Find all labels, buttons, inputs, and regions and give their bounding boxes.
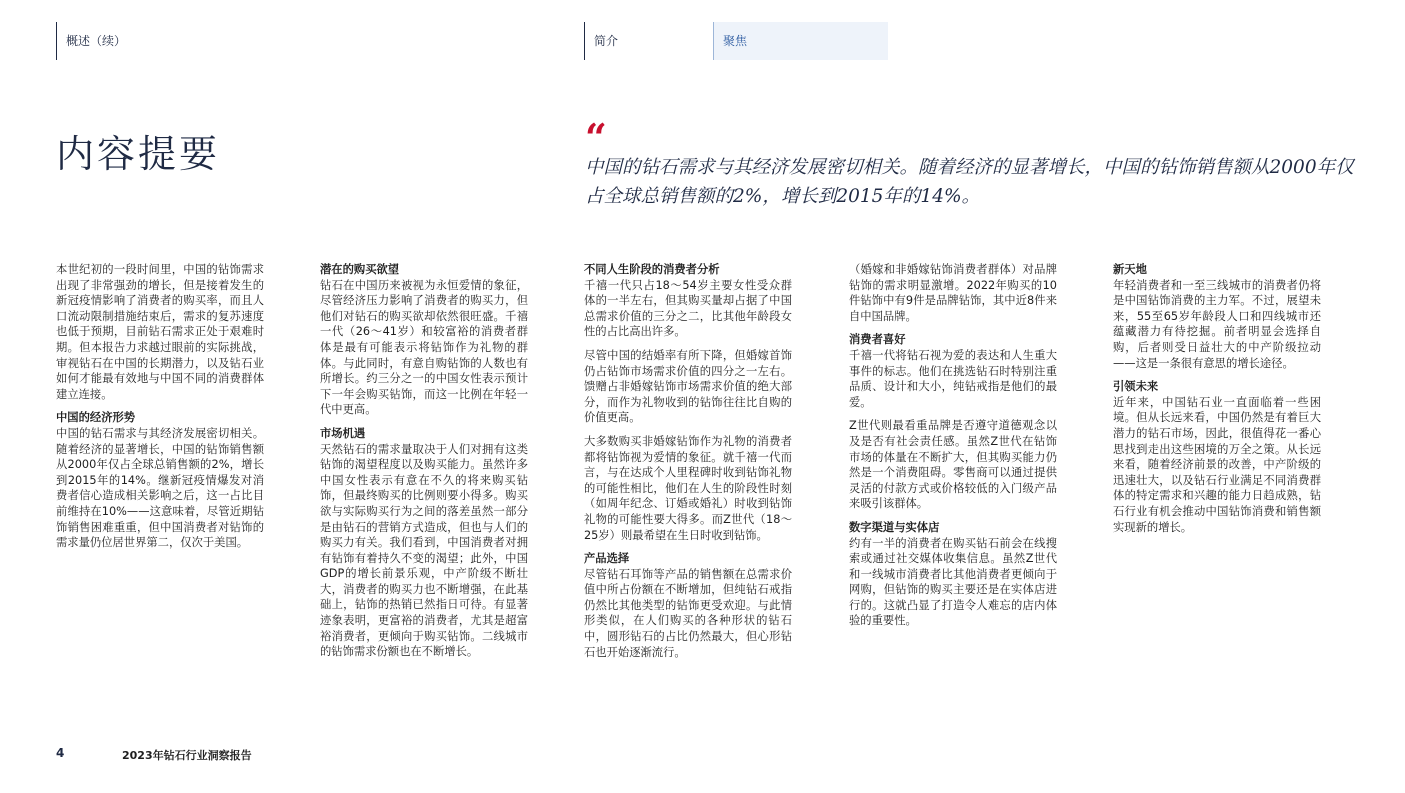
text-column-2 [320, 262, 528, 668]
text-column-1 [56, 262, 264, 559]
paragraph: 约有一半的消费者在购买钻石前会在线搜索或通过社交媒体收集信息。虽然Z世代和一线城市消费者比其他消费者更倾向于网购，但钻饰的购买主要还是在实体店进行的。这就凸显了打造令人难忘的店内体验的重要性。 [849, 536, 1057, 628]
quote-mark-icon: “ [585, 115, 607, 160]
section-breadcrumb[interactable]: 概述（续） [56, 22, 126, 60]
paragraph: 年轻消费者和一至三线城市的消费者仍将是中国钻饰消费的主力军。不过，展望未来，55至65岁年龄段人口和四线城市还蕴藏潜力有待挖掘。前者明显会选择自购，后者则受日益壮大的中产阶级拉动——这是一条很有意思的增长途径。 [1113, 278, 1321, 370]
paragraph: 千禧一代将钻石视为爱的表达和人生重大事件的标志。他们在挑选钻石时特别注重品质、设计和大小，纯钻戒指是他们的最爱。 [849, 348, 1057, 409]
section-heading: 数字渠道与实体店 [849, 520, 940, 534]
paragraph: （婚嫁和非婚嫁钻饰消费者群体）对品牌钻饰的需求明显激增。2022年购买的10件钻饰中有9件是品牌钻饰，其中近8件来自中国品牌。 [849, 263, 1057, 323]
section-heading: 消费者喜好 [849, 333, 906, 347]
paragraph: 尽管钻石耳饰等产品的销售额在总需求价值中所占份额在不断增加，但纯钻石戒指仍然比其他类型的钻饰更受欢迎。与此情形类似，在人们购买的各种形状的钻石中，圆形钻石的占比仍然最大，但心形钻石也开始逐渐流行。 [584, 567, 792, 659]
section-heading: 引领未来 [1113, 380, 1159, 394]
paragraph: 天然钻石的需求量取决于人们对拥有这类钻饰的渴望程度以及购买能力。虽然许多中国女性表示有意在不久的将来购买钻饰，但最终购买的比例则要小得多。购买欲与实际购买行为之间的落差虽然一部分是由钻石的营销方式造成，但也与人们的购买力有关。我们看到，中国消费者对拥有钻饰有着持久不变的渴望；此外，中国GDP的增长前景乐观，中产阶级不断壮大，消费者的购买力也不断增强，在此基础上，钻饰的热销已然指日可待。有显著迹象表明，更富裕的消费者，尤其是超富裕消费者，更倾向于购买钻饰。二线城市的钻饰需求份额也在不断增长。 [320, 442, 528, 659]
paragraph: 千禧一代只占18～54岁主要女性受众群体的一半左右，但其购买量却占据了中国总需求价值的三分之二，比其他年龄段女性的占比高出许多。 [584, 278, 792, 339]
text-column-5 [1113, 262, 1321, 543]
paragraph: Z世代则最看重品牌是否遵守道德观念以及是否有社会责任感。虽然Z世代在钻饰市场的体量在不断扩大，但其购买能力仍然是一个消费阻碍。零售商可以通过提供灵活的付款方式或价格较低的入门级产品来吸引该群体。 [849, 419, 1057, 511]
page-number: 4 [56, 746, 65, 760]
paragraph: 近年来，中国钻石业一直面临着一些困境。但从长远来看，中国仍然是有着巨大潜力的钻石市场，因此，很值得花一番心思找到走出这些困境的万全之策。从长远来看，随着经济前景的改善，中产阶级的迅速壮大，以及钻石行业满足不同消费群体的特定需求和兴趣的能力日趋成熟，钻石行业有机会推动中国钻饰消费和销售额实现新的增长。 [1113, 395, 1321, 534]
text-column-4 [849, 262, 1057, 637]
paragraph: 中国的钻石需求与其经济发展密切相关。随着经济的显著增长，中国的钻饰销售额从2000年仅占全球总销售额的2%，增长到2015年的14%。继新冠疫情爆发对消费者信心造成相关影响之后，这一占比目前维持在10%——这意味着，尽管近期钻饰销售困难重重，但中国消费者对钻饰的需求量仍位居世界第二，仅次于美国。 [56, 426, 264, 550]
section-heading: 中国的经济形势 [56, 411, 136, 425]
tab-focus[interactable]: 聚焦 [713, 22, 888, 60]
section-heading: 产品选择 [584, 552, 630, 566]
page-title: 内容提要 [56, 132, 221, 176]
section-heading: 新天地 [1113, 263, 1147, 276]
text-column-3 [584, 262, 792, 668]
section-heading: 潜在的购买欲望 [320, 263, 400, 276]
tab-intro[interactable]: 简介 [584, 22, 712, 60]
pull-quote: 中国的钻石需求与其经济发展密切相关。随着经济的显著增长，中国的钻饰销售额从2000年仅占全球总销售额的2%，增长到2015年的14%。 [585, 157, 1354, 207]
section-heading: 不同人生阶段的消费者分析 [584, 263, 720, 276]
intro-paragraph: 本世纪初的一段时间里，中国的钻饰需求出现了非常强劲的增长，但是接着发生的新冠疫情影响了消费者的购买率，而且人口流动限制措施结束后，需求的复苏速度也低于预期，目前钻石需求正处于艰难时期。但本报告力求越过眼前的实际挑战，审视钻石在中国的长期潜力，以及钻石业如何才能最有效地与中国不同的消费群体建立连接。 [56, 263, 264, 401]
paragraph: 尽管中国的结婚率有所下降，但婚嫁首饰仍占钻饰市场需求价值的四分之一左右。馈赠占非婚嫁钻饰市场需求价值的绝大部分，而作为礼物收到的钻饰往往比自购的价值更高。 [584, 348, 792, 425]
paragraph: 大多数购买非婚嫁钻饰作为礼物的消费者都将钻饰视为爱情的象征。就千禧一代而言，与在达成个人里程碑时收到钻饰礼物的可能性相比，他们在人生的阶段性时刻（如周年纪念、订婚或婚礼）时收到钻饰礼物的可能性要大得多。而Z世代（18～25岁）则最希望在生日时收到钻饰。 [584, 434, 792, 542]
paragraph: 钻石在中国历来被视为永恒爱情的象征，尽管经济压力影响了消费者的购买力，但他们对钻石的购买欲却依然很旺盛。千禧一代（26～41岁）和较富裕的消费者群体是最有可能表示将钻饰作为礼物的群体。与此同时，有意自购钻饰的人数也有所增长。约三分之一的中国女性表示预计下一年会购买钻饰，而这一比例在年轻一代中更高。 [320, 278, 528, 417]
report-title: 2023年钻石行业洞察报告 [122, 749, 252, 762]
section-heading: 市场机遇 [320, 426, 366, 440]
